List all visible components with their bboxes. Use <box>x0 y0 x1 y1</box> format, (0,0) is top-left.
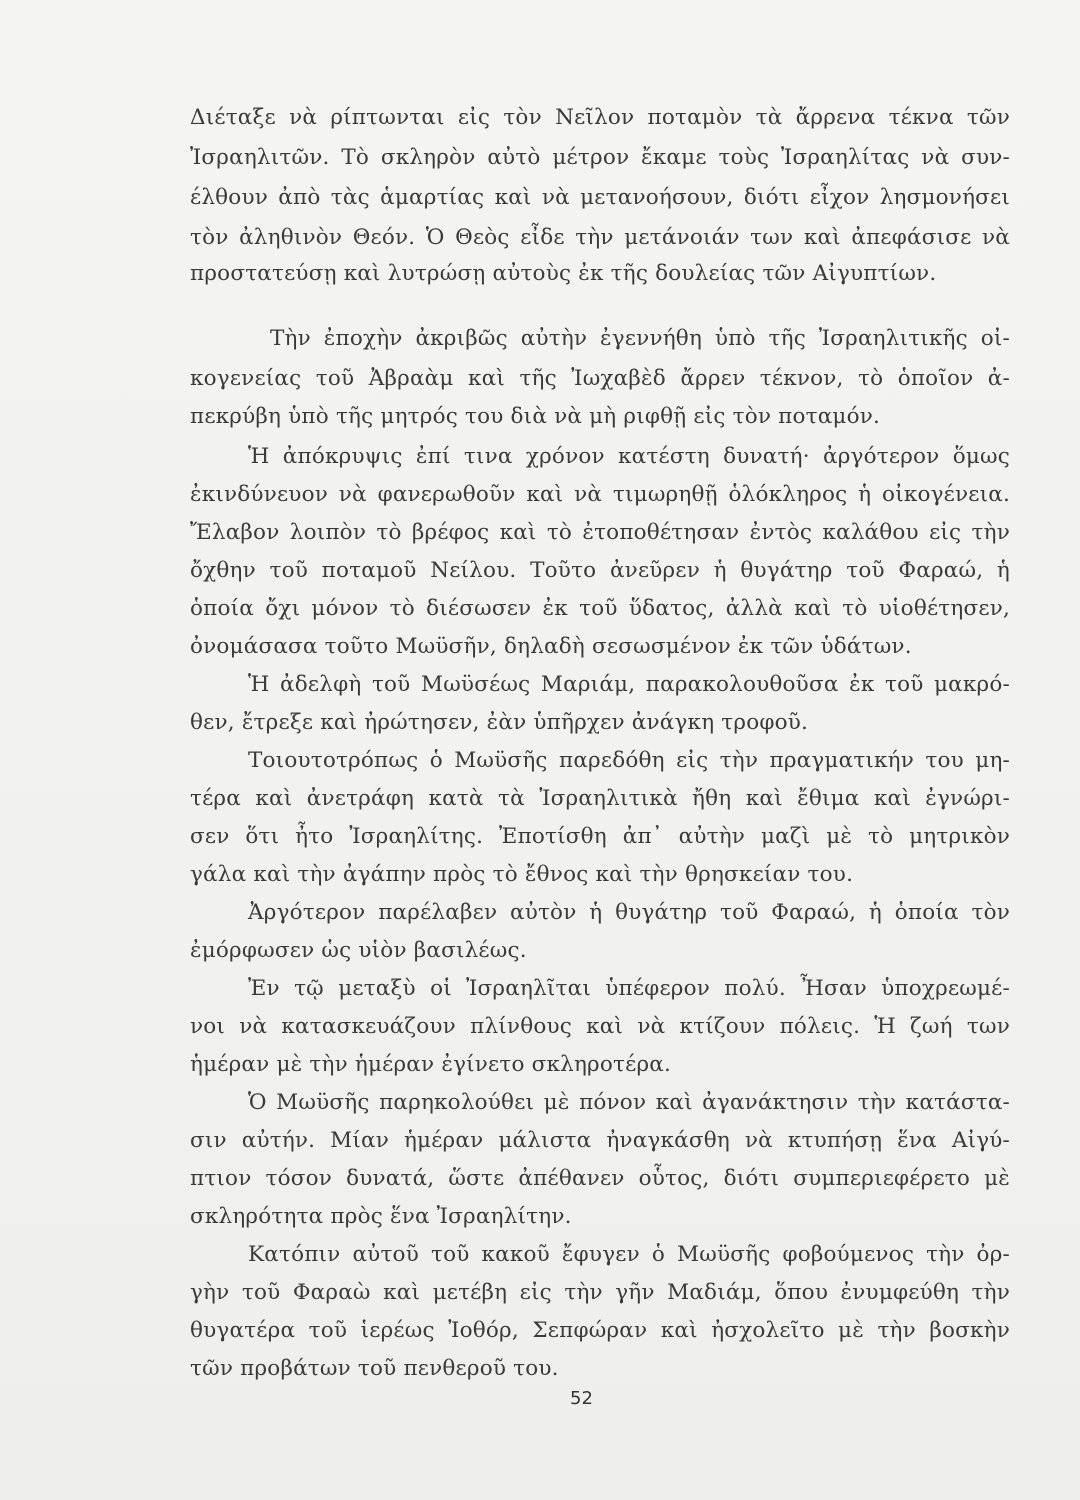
text-line: Ἰσραηλιτῶν. Τὸ σκληρὸν αὐτὸ μέτρον ἔκαμε τοὺς Ἰσραηλίτας νὰ συν- <box>190 145 1010 170</box>
text-line: Ἔλαβον λοιπὸν τὸ βρέφος καὶ τὸ ἐτοποθέτησαν ἐντὸς καλάθου εἰς τὴν <box>190 520 1010 545</box>
text-line: Ἡ ἀδελφὴ τοῦ Μωϋσέως Μαριάμ, παρακολουθοῦσα ἐκ τοῦ μακρό- <box>248 672 1010 697</box>
text-line: πεκρύβη ὑπὸ τῆς μητρός του διὰ νὰ μὴ ριφθῇ εἰς τὸν ποταμόν. <box>190 404 881 429</box>
text-line: ὄχθην τοῦ ποταμοῦ Νείλου. Τοῦτο ἀνεῦρεν ἡ θυγάτηρ τοῦ Φαραώ, ἡ <box>190 558 1010 583</box>
text-line: σιν αὐτήν. Μίαν ἡμέραν μάλιστα ἠναγκάσθη νὰ κτυπήσῃ ἕνα Αἰγύ- <box>190 1128 1010 1153</box>
text-line: τὸν ἀληθινὸν Θεόν. Ὁ Θεὸς εἶδε τὴν μετάνοιάν των καὶ ἀπεφάσισε νὰ <box>190 225 1010 250</box>
text-line: νοι νὰ κατασκευάζουν πλίνθους καὶ νὰ κτίζουν πόλεις. Ἡ ζωή των <box>190 1014 1010 1039</box>
text-line: σεν ὅτι ἦτο Ἰσραηλίτης. Ἐποτίσθη ἀπ᾽ αὐτὴν μαζὶ μὲ τὸ μητρικὸν <box>190 824 1010 849</box>
text-line: τέρα καὶ ἀνετράφη κατὰ τὰ Ἰσραηλιτικὰ ἤθη καὶ ἔθιμα καὶ ἐγνώρι- <box>190 786 1010 811</box>
text-line: ὁποία ὄχι μόνον τὸ διέσωσεν ἐκ τοῦ ὕδατος, ἀλλὰ καὶ τὸ υἱοθέτησεν, <box>190 596 1010 621</box>
text-line: θυγατέρα τοῦ ἱερέως Ἰοθόρ, Σεπφώραν καὶ ἠσχολεῖτο μὲ τὴν βοσκὴν <box>190 1318 1010 1343</box>
text-line: πτιον τόσον δυνατά, ὥστε ἀπέθανεν οὗτος, διότι συμπεριεφέρετο μὲ <box>190 1166 1010 1191</box>
text-line: θεν, ἔτρεξε καὶ ἠρώτησεν, ἐὰν ὑπῆρχεν ἀνάγκη τροφοῦ. <box>190 710 809 735</box>
text-line: Κατόπιν αὐτοῦ τοῦ κακοῦ ἔφυγεν ὁ Μωϋσῆς φοβούμενος τὴν ὀρ- <box>248 1242 1010 1267</box>
text-line: ἐκινδύνευον νὰ φανερωθοῦν καὶ νὰ τιμωρηθῇ ὁλόκληρος ἡ οἰκογένεια. <box>190 482 1010 507</box>
text-line: Ἀργότερον παρέλαβεν αὐτὸν ἡ θυγάτηρ τοῦ Φαραώ, ἡ ὁποία τὸν <box>248 900 1010 925</box>
text-line: Τοιουτοτρόπως ὁ Μωϋσῆς παρεδόθη εἰς τὴν πραγματικήν του μη- <box>248 748 1010 773</box>
text-line: προστατεύσῃ καὶ λυτρώσῃ αὐτοὺς ἐκ τῆς δουλείας τῶν Αἰγυπτίων. <box>190 261 937 286</box>
text-line: κογενείας τοῦ Ἀβραὰμ καὶ τῆς Ἰωχαβὲδ ἄρρεν τέκνον, τὸ ὁποῖον ἀ- <box>190 366 1010 391</box>
text-line: ἐμόρφωσεν ὡς υἱὸν βασιλέως. <box>190 938 527 963</box>
text-line: γάλα καὶ τὴν ἀγάπην πρὸς τὸ ἔθνος καὶ τὴν θρησκείαν του. <box>190 862 854 887</box>
text-line: ὀνομάσασα τοῦτο Μωϋσῆν, δηλαδὴ σεσωσμένον ἐκ τῶν ὑδάτων. <box>190 634 912 659</box>
page-number: 52 <box>570 1388 593 1409</box>
text-line: γὴν τοῦ Φαραὼ καὶ μετέβη εἰς τὴν γῆν Μαδιάμ, ὅπου ἐνυμφεύθη τὴν <box>190 1280 1010 1305</box>
text-line: σκληρότητα πρὸς ἕνα Ἰσραηλίτην. <box>190 1204 572 1229</box>
text-line: Τὴν ἐποχὴν ἀκριβῶς αὐτὴν ἐγεννήθη ὑπὸ τῆς Ἰσραηλιτικῆς οἰ- <box>270 326 1010 351</box>
text-line: Ἡ ἀπόκρυψις ἐπί τινα χρόνον κατέστη δυνατή· ἀργότερον ὅμως <box>248 444 1010 469</box>
text-line: έλθουν ἀπὸ τὰς ἁμαρτίας καὶ νὰ μετανοήσουν, διότι εἶχον λησμονήσει <box>190 185 1010 210</box>
text-line: ἡμέραν μὲ τὴν ἡμέραν ἐγίνετο σκληροτέρα. <box>190 1052 672 1077</box>
text-line: Διέταξε νὰ ρίπτωνται εἰς τὸν Νεῖλον ποταμὸν τὰ ἄρρενα τέκνα τῶν <box>190 105 1010 130</box>
text-line: Ὁ Μωϋσῆς παρηκολούθει μὲ πόνον καὶ ἀγανάκτησιν τὴν κατάστα- <box>248 1090 1010 1115</box>
text-line: τῶν προβάτων τοῦ πενθεροῦ του. <box>190 1356 559 1381</box>
text-line: Ἐν τῷ μεταξὺ οἱ Ἰσραηλῖται ὑπέφερον πολύ. Ἦσαν ὑποχρεωμέ- <box>248 976 1010 1001</box>
